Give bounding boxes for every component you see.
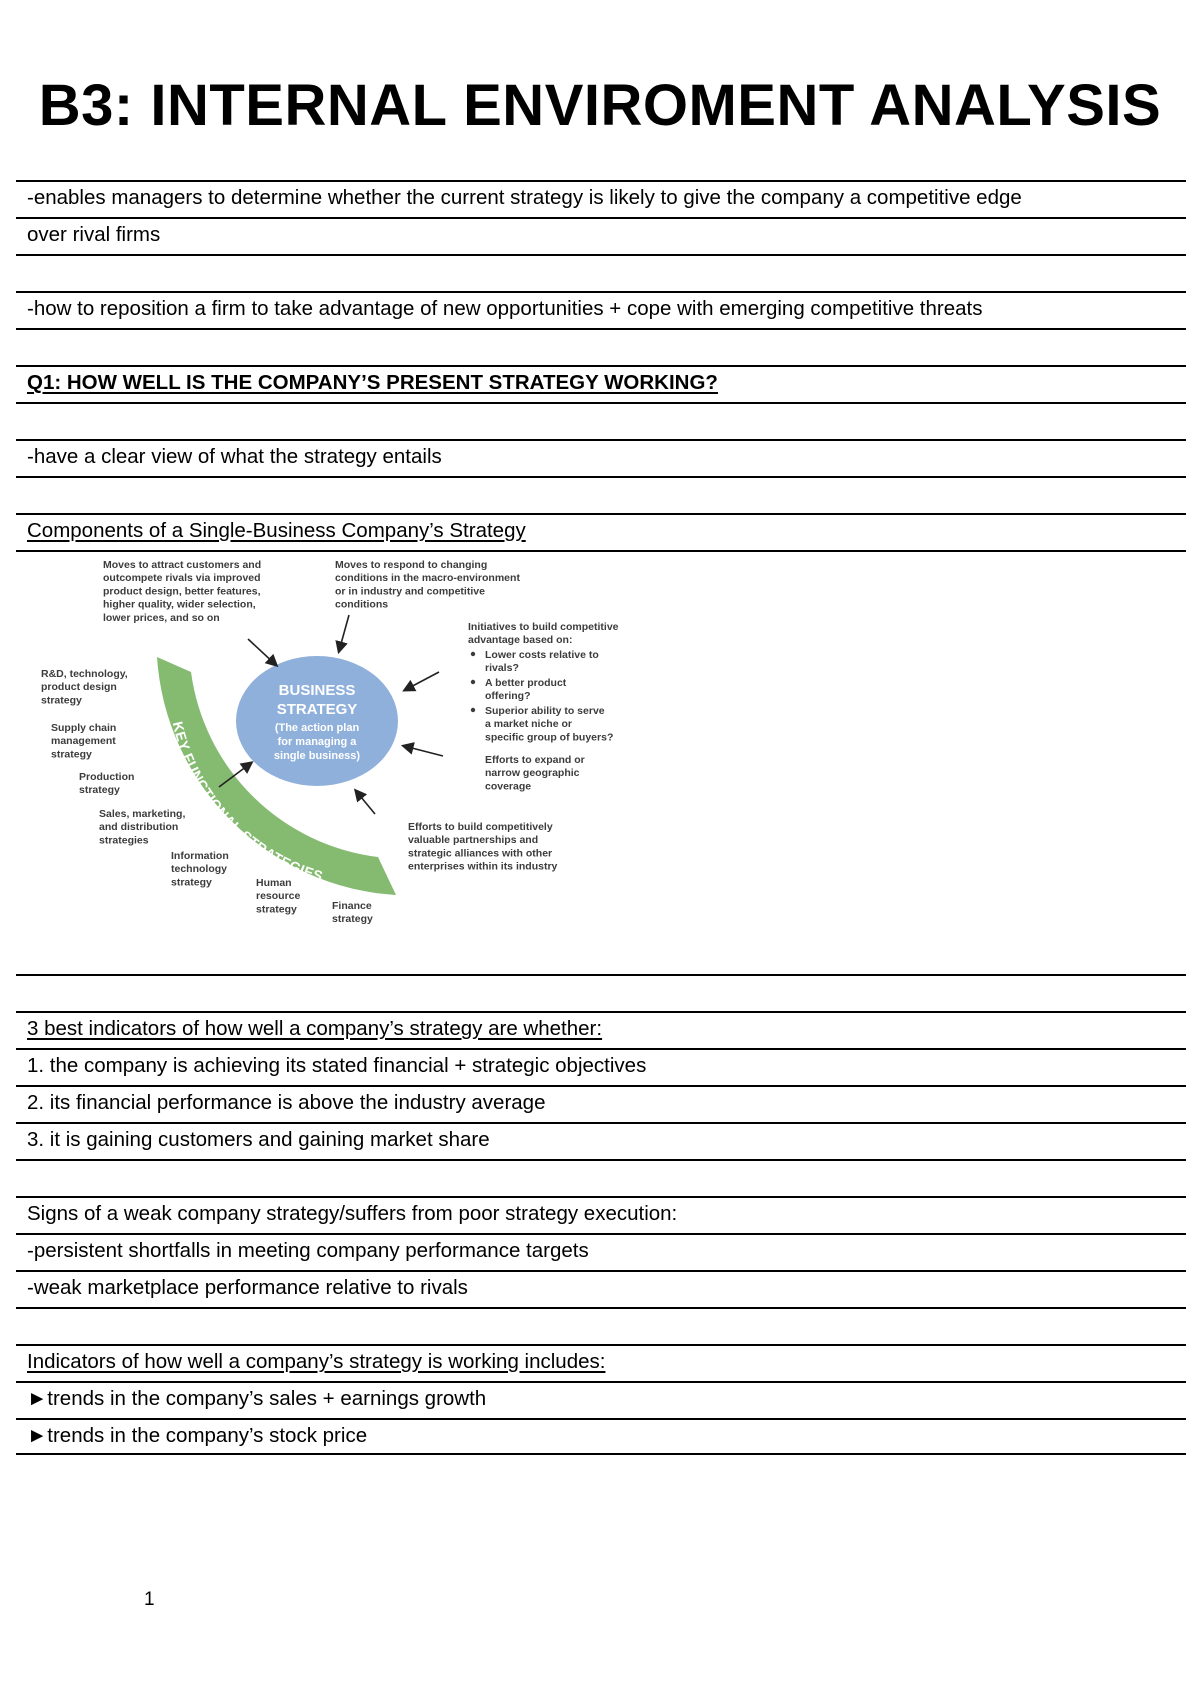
note-line: 1. the company is achieving its stated financial + strategic objectives xyxy=(16,1048,1186,1085)
note-line: -persistent shortfalls in meeting company performance targets xyxy=(16,1233,1186,1270)
label-finance: strategy xyxy=(332,913,373,926)
arrow xyxy=(339,615,349,651)
label-partnerships: Efforts to build competitively xyxy=(408,821,553,833)
strategy-components-diagram xyxy=(16,552,1186,976)
circle-label: STRATEGY xyxy=(276,701,358,718)
label-moves-respond: Moves to respond to changing xyxy=(335,559,488,571)
arrow xyxy=(248,639,276,665)
label-it: Information xyxy=(171,850,229,862)
label-initiative-bullet: offering? xyxy=(485,690,531,703)
components-heading: Components of a Single-Business Company’s Strategy xyxy=(27,519,526,542)
circle-sublabel: (The action plan xyxy=(274,722,360,734)
label-moves-respond: or in industry and competitive xyxy=(335,585,485,598)
label-hr: resource xyxy=(256,890,301,903)
label-moves-attract: outcompete rivals via improved xyxy=(103,572,261,585)
label-initiative-bullet: specific group of buyers? xyxy=(485,731,614,744)
label-rnd: product design xyxy=(41,681,117,694)
section-heading-q1: Q1: HOW WELL IS THE COMPANY’S PRESENT STRATEGY WORKING? xyxy=(27,371,718,394)
label-initiatives: Initiatives to build competitive xyxy=(468,621,619,633)
note-line: Signs of a weak company strategy/suffers from poor strategy execution: xyxy=(16,1196,1186,1233)
label-initiative-bullet: Superior ability to serve xyxy=(485,705,605,717)
circle-sublabel: for managing a xyxy=(277,736,357,748)
label-it: technology xyxy=(171,863,228,876)
label-expand: Efforts to expand or xyxy=(485,754,585,766)
label-production: strategy xyxy=(79,784,120,797)
label-expand: coverage xyxy=(485,780,532,793)
note-line: ►trends in the company’s sales + earnings growth xyxy=(16,1381,1186,1418)
working-row xyxy=(16,1344,1186,1381)
label-supply-chain: management xyxy=(51,735,116,748)
strategy-diagram-row xyxy=(16,550,1186,974)
label-sales: Sales, marketing, xyxy=(99,808,186,820)
note-line: -have a clear view of what the strategy entails xyxy=(16,439,1186,476)
label-production: Production xyxy=(79,771,135,783)
bullet-icon xyxy=(471,652,475,656)
arc-label: KEY FUNCTIONAL STRATEGIES xyxy=(169,719,326,885)
note-line: over rival firms xyxy=(16,217,1186,254)
note-line: -how to reposition a firm to take advantage of new opportunities + cope with emerging competitive threats xyxy=(16,291,1186,328)
circle-label: BUSINESS xyxy=(278,682,356,699)
label-supply-chain: Supply chain xyxy=(51,722,117,734)
label-moves-attract: lower prices, and so on xyxy=(103,611,220,624)
label-partnerships: strategic alliances with other xyxy=(408,847,553,860)
label-sales: strategies xyxy=(99,834,149,847)
blank-line xyxy=(16,1307,1186,1344)
label-it: strategy xyxy=(171,876,212,889)
label-initiatives: advantage based on: xyxy=(468,634,573,647)
label-rnd: R&D, technology, xyxy=(41,668,128,680)
label-initiative-bullet: A better product xyxy=(485,677,567,689)
label-initiative-bullet: a market niche or xyxy=(485,718,572,731)
label-moves-attract: Moves to attract customers and xyxy=(103,559,262,571)
label-hr: strategy xyxy=(256,903,297,916)
bullet-icon xyxy=(471,680,475,684)
page-title: B3: INTERNAL ENVIROMENT ANALYSIS xyxy=(38,73,1162,138)
circle-sublabel: single business) xyxy=(273,750,361,762)
blank-line xyxy=(16,476,1186,513)
indicators-heading: 3 best indicators of how well a company’s strategy are whether: xyxy=(27,1017,603,1040)
label-hr: Human xyxy=(256,877,292,889)
note-line: ►trends in the company’s stock price xyxy=(16,1418,1186,1455)
blank-line xyxy=(16,328,1186,365)
working-heading: Indicators of how well a company’s strategy is working includes: xyxy=(27,1350,606,1373)
label-partnerships: valuable partnerships and xyxy=(408,834,539,847)
indicators-row xyxy=(16,1011,1186,1048)
blank-line xyxy=(16,254,1186,291)
label-moves-respond: conditions in the macro-environment xyxy=(335,572,520,585)
label-initiative-bullet: Lower costs relative to xyxy=(485,649,599,661)
label-moves-attract: product design, better features, xyxy=(103,585,261,598)
label-sales: and distribution xyxy=(99,821,179,834)
label-finance: Finance xyxy=(332,900,372,912)
components-row xyxy=(16,513,1186,550)
note-line: 2. its financial performance is above the industry average xyxy=(16,1085,1186,1122)
label-moves-attract: higher quality, wider selection, xyxy=(103,598,256,611)
note-line: -enables managers to determine whether the current strategy is likely to give the company a competitive edge xyxy=(16,180,1186,217)
label-initiative-bullet: rivals? xyxy=(485,662,519,675)
page-number: 1 xyxy=(144,1589,155,1610)
blank-line xyxy=(16,402,1186,439)
ruled-notes xyxy=(16,180,1186,1455)
business-strategy-circle xyxy=(236,656,398,786)
arrow xyxy=(404,746,443,756)
note-line: -weak marketplace performance relative to rivals xyxy=(16,1270,1186,1307)
label-partnerships: enterprises within its industry xyxy=(408,860,558,873)
label-expand: narrow geographic xyxy=(485,767,580,780)
note-line: 3. it is gaining customers and gaining market share xyxy=(16,1122,1186,1159)
q1-row xyxy=(16,365,1186,402)
blank-line xyxy=(16,974,1186,1011)
label-supply-chain: strategy xyxy=(51,748,92,761)
label-rnd: strategy xyxy=(41,694,82,707)
arrow xyxy=(356,791,375,814)
blank-line xyxy=(16,1159,1186,1196)
arrow xyxy=(405,672,439,690)
bullet-icon xyxy=(471,708,475,712)
label-moves-respond: conditions xyxy=(335,598,389,611)
